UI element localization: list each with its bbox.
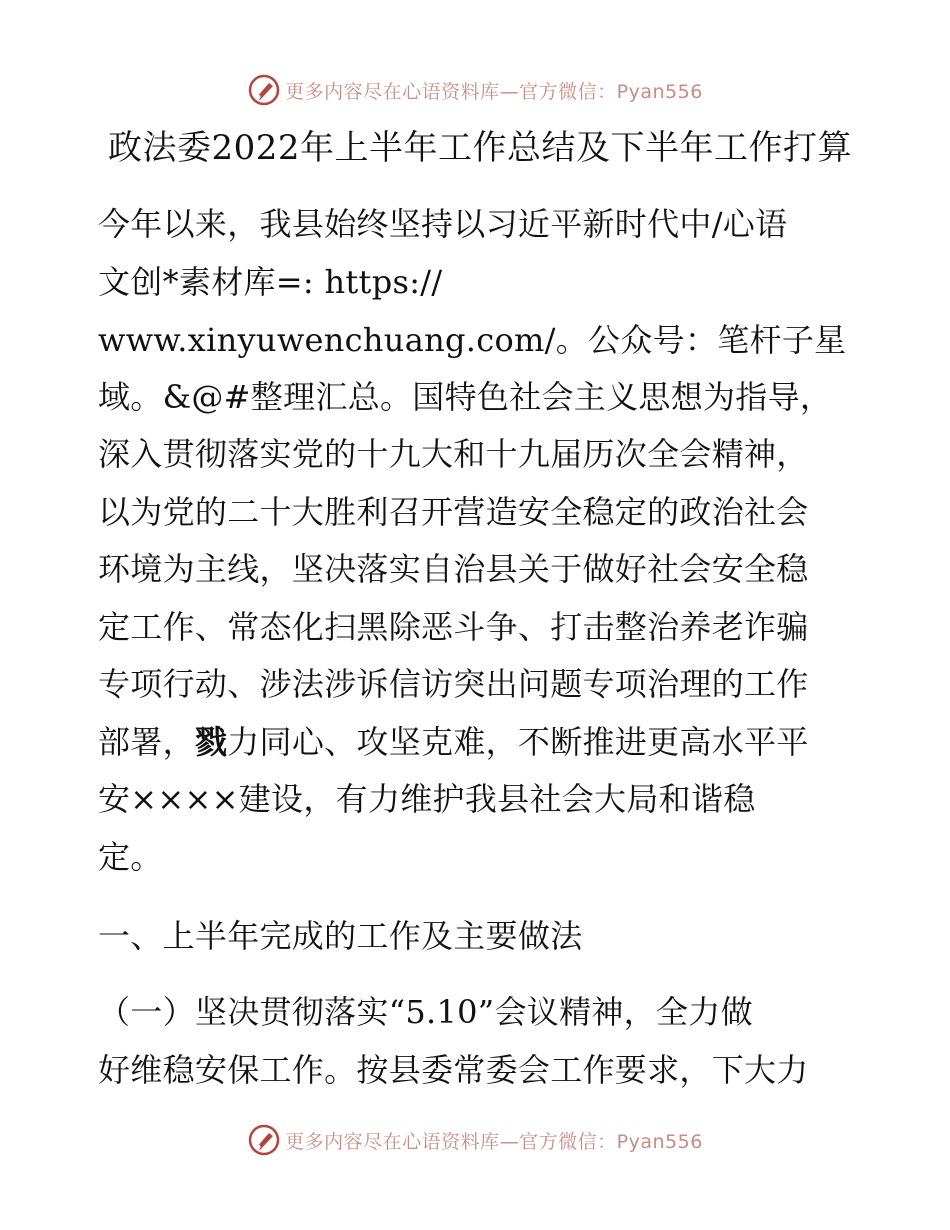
watermark-banner-bottom: [0, 1120, 950, 1160]
pen-logo-icon: [247, 73, 281, 107]
pen-logo-icon: [247, 1123, 281, 1157]
paragraph-line: 定。: [98, 838, 163, 876]
paragraph-line: 好维稳安保工作。按县委常委会工作要求，下大力: [98, 1051, 809, 1089]
paragraph-line: 定工作、常态化扫黑除恶斗争、打击整治养老诈骗: [98, 608, 809, 646]
paragraph-line: 深入贯彻落实党的十九大和十九届历次全会精神，: [98, 435, 809, 473]
line-segment: 部署，: [98, 723, 195, 761]
paragraph-line: 域。&@#整理汇总。国特色社会主义思想为指导，: [98, 378, 833, 416]
paragraph-line: 今年以来，我县始终坚持以习近平新时代中/心语: [98, 205, 788, 243]
watermark-text: 更多内容尽在心语资料库—官方微信：Pyan556: [285, 1130, 703, 1153]
paragraph-line: 以为党的二十大胜利召开营造安全稳定的政治社会: [98, 493, 809, 531]
paragraph-line: www.xinyuwenchuang.com/。公众号：笔杆子星: [98, 321, 847, 359]
section-heading: 一、上半年完成的工作及主要做法: [98, 917, 583, 955]
paragraph-line: （一）坚决贯彻落实“5.10”会议精神，全力做: [98, 993, 753, 1031]
paragraph-line: 文创*素材库=: https://: [98, 263, 443, 301]
paragraph-line: 安××××建设，有力维护我县社会大局和谐稳: [98, 780, 756, 818]
paragraph-line: 环境为主线，坚决落实自治县关于做好社会安全稳: [98, 550, 809, 588]
paragraph-line: [98, 718, 858, 766]
line-segment: 力同心、攻坚克难，不断推进更高水平平: [227, 723, 809, 761]
paragraph-line: 专项行动、涉法涉诉信访突出问题专项治理的工作: [98, 665, 809, 703]
document-title: 政法委2022年上半年工作总结及下半年工作打算: [108, 128, 853, 168]
watermark-banner-top: [0, 70, 950, 110]
bold-character: 戮: [194, 723, 228, 761]
watermark-text: 更多内容尽在心语资料库—官方微信：Pyan556: [285, 80, 703, 103]
